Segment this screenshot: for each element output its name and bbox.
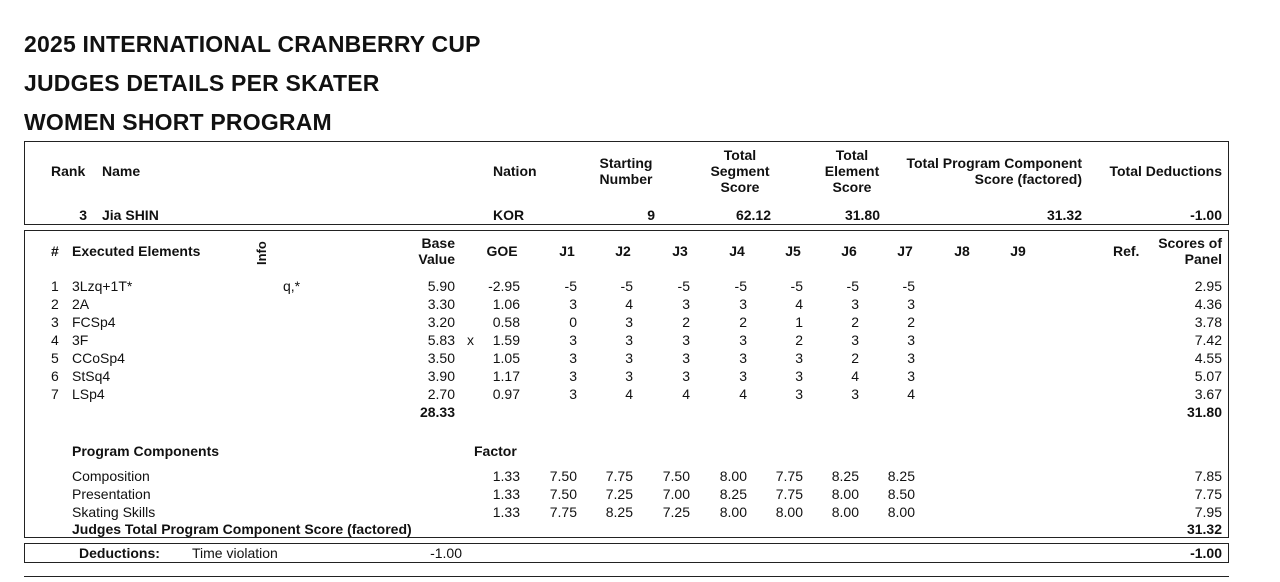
element-judge-2: 3 bbox=[625, 368, 633, 384]
skater-nation: KOR bbox=[493, 207, 525, 223]
element-judge-4: 4 bbox=[739, 386, 747, 402]
skater-starting-number: 9 bbox=[647, 207, 655, 223]
elements-total-base-value: 28.33 bbox=[419, 404, 455, 420]
element-judge-5: 3 bbox=[795, 386, 803, 402]
element-judge-5: 3 bbox=[795, 368, 803, 384]
element-judge-2: 3 bbox=[625, 332, 633, 348]
component-judge-6: 8.25 bbox=[831, 468, 859, 484]
judge-2-header: J2 bbox=[615, 243, 631, 259]
element-judge-2: -5 bbox=[620, 278, 633, 294]
factor-header: Factor bbox=[474, 443, 517, 459]
judge-3-header: J3 bbox=[672, 243, 688, 259]
info-header: Info bbox=[254, 241, 269, 265]
element-bonus-flag: x bbox=[467, 332, 474, 348]
element-name: FCSp4 bbox=[72, 314, 116, 330]
component-judge-5: 7.75 bbox=[775, 468, 803, 484]
components-total-score: 31.32 bbox=[1186, 521, 1222, 537]
element-goe: 0.97 bbox=[492, 386, 520, 402]
deduction-item: Time violation bbox=[192, 545, 278, 561]
elements-total-score: 31.80 bbox=[1186, 404, 1222, 420]
starting-number-label-line2: Number bbox=[599, 171, 653, 187]
scores-header-line2: Panel bbox=[1184, 251, 1222, 267]
deductions-label: Deductions: bbox=[79, 545, 160, 561]
skater-rank: 3 bbox=[79, 207, 87, 223]
component-judge-4: 8.00 bbox=[719, 504, 747, 520]
element-judge-4: 3 bbox=[739, 332, 747, 348]
skater-total-deductions: -1.00 bbox=[1190, 207, 1222, 223]
component-judge-3: 7.50 bbox=[662, 468, 690, 484]
judge-5-header: J5 bbox=[785, 243, 801, 259]
component-judge-4: 8.00 bbox=[719, 468, 747, 484]
element-judge-1: 3 bbox=[569, 332, 577, 348]
scores-of-panel-header bbox=[1140, 235, 1222, 267]
starting-number-label-line1: Starting bbox=[599, 155, 653, 171]
component-factor: 1.33 bbox=[492, 468, 520, 484]
component-judge-1: 7.50 bbox=[549, 486, 577, 502]
element-name: LSp4 bbox=[72, 386, 105, 402]
judge-7-header: J7 bbox=[897, 243, 913, 259]
component-score: 7.75 bbox=[1194, 486, 1222, 502]
element-goe: 1.05 bbox=[492, 350, 520, 366]
component-name: Presentation bbox=[72, 486, 151, 502]
skater-total-segment-score: 62.12 bbox=[735, 207, 771, 223]
element-judge-6: 3 bbox=[851, 332, 859, 348]
element-panel-score: 5.07 bbox=[1194, 368, 1222, 384]
component-judge-2: 8.25 bbox=[605, 504, 633, 520]
element-judge-2: 4 bbox=[625, 386, 633, 402]
element-number: 4 bbox=[51, 332, 59, 348]
component-judge-7: 8.50 bbox=[887, 486, 915, 502]
element-goe: -2.95 bbox=[488, 278, 520, 294]
element-number: 7 bbox=[51, 386, 59, 402]
element-judge-5: 4 bbox=[795, 296, 803, 312]
element-judge-6: -5 bbox=[846, 278, 859, 294]
element-panel-score: 3.78 bbox=[1194, 314, 1222, 330]
element-judge-3: 2 bbox=[682, 314, 690, 330]
element-judge-4: -5 bbox=[734, 278, 747, 294]
next-section-border bbox=[24, 576, 1229, 577]
element-judge-5: 1 bbox=[795, 314, 803, 330]
element-judge-4: 3 bbox=[739, 368, 747, 384]
component-judge-1: 7.75 bbox=[549, 504, 577, 520]
tes-label-line2: Element bbox=[824, 163, 880, 179]
skater-total-pcs: 31.32 bbox=[1046, 207, 1082, 223]
deduction-item-value: -1.00 bbox=[430, 545, 462, 561]
element-number: 2 bbox=[51, 296, 59, 312]
deductions-total: -1.00 bbox=[1190, 545, 1222, 561]
base-value-header-line1: Base bbox=[421, 235, 455, 251]
name-label: Name bbox=[102, 163, 141, 179]
element-judge-4: 3 bbox=[739, 350, 747, 366]
skater-name: Jia SHIN bbox=[102, 207, 159, 223]
pcs-label-line2: Score (factored) bbox=[974, 171, 1082, 187]
element-panel-score: 4.36 bbox=[1194, 296, 1222, 312]
element-number-header: # bbox=[51, 243, 59, 259]
element-goe: 1.17 bbox=[492, 368, 520, 384]
component-judge-6: 8.00 bbox=[831, 486, 859, 502]
element-judge-6: 2 bbox=[851, 314, 859, 330]
element-judge-3: -5 bbox=[677, 278, 690, 294]
element-judge-3: 3 bbox=[682, 350, 690, 366]
element-judge-6: 3 bbox=[851, 296, 859, 312]
element-name: StSq4 bbox=[72, 368, 111, 384]
rank-label: Rank bbox=[51, 163, 86, 179]
tss-label-line3: Score bbox=[720, 179, 760, 195]
components-total-label: Judges Total Program Component Score (factored) bbox=[72, 521, 412, 537]
base-value-header-line2: Value bbox=[418, 251, 455, 267]
element-judge-7: 4 bbox=[907, 386, 915, 402]
element-judge-5: 3 bbox=[795, 350, 803, 366]
element-judge-3: 3 bbox=[682, 368, 690, 384]
component-name: Skating Skills bbox=[72, 504, 156, 520]
element-judge-7: 3 bbox=[907, 296, 915, 312]
element-base-value: 3.50 bbox=[427, 350, 455, 366]
element-judge-4: 2 bbox=[739, 314, 747, 330]
goe-header: GOE bbox=[486, 243, 518, 259]
segment-title: WOMEN SHORT PROGRAM bbox=[24, 109, 332, 135]
skater-total-element-score: 31.80 bbox=[844, 207, 880, 223]
element-judge-2: 3 bbox=[625, 314, 633, 330]
element-name: 2A bbox=[72, 296, 90, 312]
tes-label-line3: Score bbox=[832, 179, 872, 195]
tes-label-line1: Total bbox=[835, 147, 869, 163]
element-judge-6: 3 bbox=[851, 386, 859, 402]
element-base-value: 5.83 bbox=[427, 332, 455, 348]
element-judge-1: -5 bbox=[564, 278, 577, 294]
component-factor: 1.33 bbox=[492, 486, 520, 502]
element-name: CCoSp4 bbox=[72, 350, 125, 366]
element-panel-score: 7.42 bbox=[1194, 332, 1222, 348]
judge-9-header: J9 bbox=[1010, 243, 1026, 259]
element-judge-7: -5 bbox=[902, 278, 915, 294]
element-judge-2: 3 bbox=[625, 350, 633, 366]
pcs-label-line1: Total Program Component bbox=[906, 155, 1082, 171]
total-segment-score-label bbox=[700, 147, 780, 195]
element-name: 3F bbox=[72, 332, 89, 348]
tss-label-line1: Total bbox=[723, 147, 757, 163]
report-title: JUDGES DETAILS PER SKATER bbox=[24, 70, 380, 96]
element-panel-score: 3.67 bbox=[1194, 386, 1222, 402]
element-judge-7: 3 bbox=[907, 332, 915, 348]
component-judge-2: 7.25 bbox=[605, 486, 633, 502]
component-factor: 1.33 bbox=[492, 504, 520, 520]
program-components-header: Program Components bbox=[72, 443, 220, 459]
element-judge-7: 3 bbox=[907, 350, 915, 366]
component-judge-7: 8.00 bbox=[887, 504, 915, 520]
starting-number-label bbox=[586, 155, 666, 187]
executed-elements-header: Executed Elements bbox=[72, 243, 201, 259]
element-judge-1: 3 bbox=[569, 296, 577, 312]
nation-label: Nation bbox=[493, 163, 537, 179]
component-judge-3: 7.00 bbox=[662, 486, 690, 502]
component-judge-1: 7.50 bbox=[549, 468, 577, 484]
element-base-value: 3.20 bbox=[427, 314, 455, 330]
total-element-score-label bbox=[812, 147, 892, 195]
element-judge-5: 2 bbox=[795, 332, 803, 348]
element-name: 3Lzq+1T* bbox=[72, 278, 133, 294]
element-info: q,* bbox=[283, 278, 301, 294]
judge-4-header: J4 bbox=[729, 243, 745, 259]
component-judge-5: 7.75 bbox=[775, 486, 803, 502]
total-deductions-label: Total Deductions bbox=[1109, 163, 1222, 179]
element-judge-5: -5 bbox=[790, 278, 803, 294]
element-judge-3: 4 bbox=[682, 386, 690, 402]
component-judge-3: 7.25 bbox=[662, 504, 690, 520]
judge-8-header: J8 bbox=[954, 243, 970, 259]
element-judge-2: 4 bbox=[625, 296, 633, 312]
element-judge-1: 3 bbox=[569, 368, 577, 384]
element-base-value: 3.30 bbox=[427, 296, 455, 312]
element-judge-4: 3 bbox=[739, 296, 747, 312]
element-base-value: 3.90 bbox=[427, 368, 455, 384]
element-panel-score: 4.55 bbox=[1194, 350, 1222, 366]
total-pcs-label bbox=[884, 155, 1082, 187]
tss-label-line2: Segment bbox=[710, 163, 770, 179]
element-judge-1: 0 bbox=[569, 314, 577, 330]
component-judge-7: 8.25 bbox=[887, 468, 915, 484]
element-judge-7: 2 bbox=[907, 314, 915, 330]
element-number: 3 bbox=[51, 314, 59, 330]
element-base-value: 2.70 bbox=[427, 386, 455, 402]
judge-1-header: J1 bbox=[559, 243, 575, 259]
element-judge-3: 3 bbox=[682, 296, 690, 312]
element-goe: 0.58 bbox=[492, 314, 520, 330]
event-title: 2025 INTERNATIONAL CRANBERRY CUP bbox=[24, 31, 481, 57]
element-judge-1: 3 bbox=[569, 386, 577, 402]
element-base-value: 5.90 bbox=[427, 278, 455, 294]
element-judge-6: 2 bbox=[851, 350, 859, 366]
element-goe: 1.06 bbox=[492, 296, 520, 312]
element-judge-3: 3 bbox=[682, 332, 690, 348]
judge-6-header: J6 bbox=[841, 243, 857, 259]
element-goe: 1.59 bbox=[492, 332, 520, 348]
element-judge-1: 3 bbox=[569, 350, 577, 366]
element-panel-score: 2.95 bbox=[1194, 278, 1222, 294]
component-judge-6: 8.00 bbox=[831, 504, 859, 520]
element-number: 6 bbox=[51, 368, 59, 384]
element-judge-6: 4 bbox=[851, 368, 859, 384]
component-judge-4: 8.25 bbox=[719, 486, 747, 502]
scores-header-line1: Scores of bbox=[1158, 235, 1222, 251]
ref-header: Ref. bbox=[1113, 243, 1140, 259]
base-value-header bbox=[400, 235, 455, 267]
component-name: Composition bbox=[72, 468, 150, 484]
component-judge-2: 7.75 bbox=[605, 468, 633, 484]
element-number: 1 bbox=[51, 278, 59, 294]
component-score: 7.95 bbox=[1194, 504, 1222, 520]
component-score: 7.85 bbox=[1194, 468, 1222, 484]
element-judge-7: 3 bbox=[907, 368, 915, 384]
element-number: 5 bbox=[51, 350, 59, 366]
component-judge-5: 8.00 bbox=[775, 504, 803, 520]
